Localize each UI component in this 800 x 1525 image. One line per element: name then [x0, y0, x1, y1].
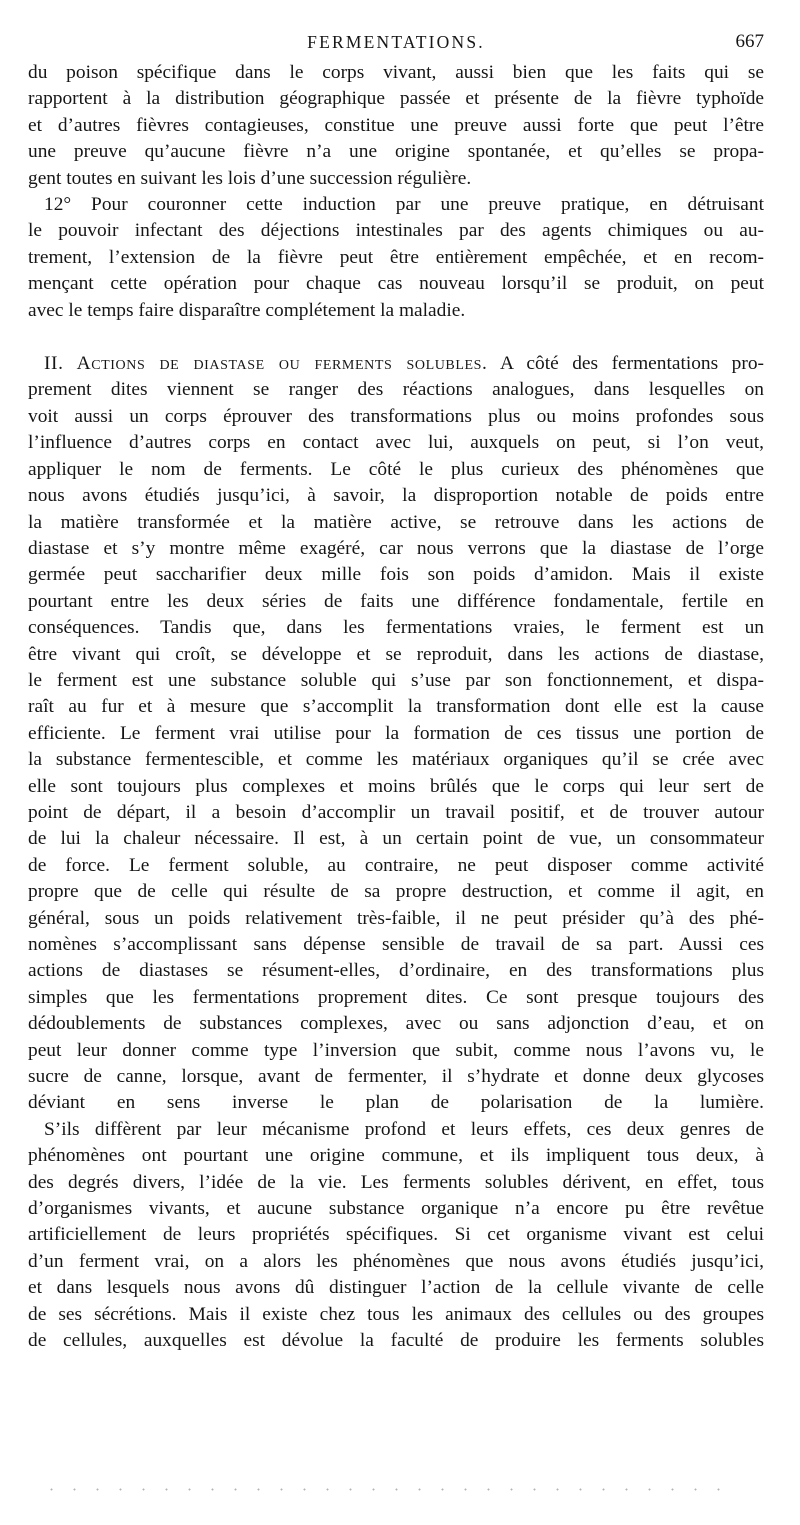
- text-line: et d’autres fièvres contagieuses, constitue une preuve aussi forte que peut l’être: [28, 114, 764, 136]
- text-line: prement dites viennent se ranger des réactions analogues, dans lesquelles on: [28, 379, 764, 401]
- text-line: des degrés divers, l’idée de la vie. Les ferments solubles dérivent, en effet, tous: [28, 1171, 764, 1193]
- text-line-with-heading: [28, 351, 764, 377]
- text-line: simples que les fermentations proprement dites. Ce sont presque toujours des: [28, 986, 764, 1008]
- text-line: mençant cette opération pour chaque cas nouveau lorsqu’il se produit, on peut: [28, 273, 764, 295]
- body-text: [28, 60, 764, 1355]
- paragraph-2: [28, 192, 764, 324]
- text-line: 12° Pour couronner cette induction par une preuve pratique, en détruisant: [44, 194, 764, 216]
- text-line: de ses sécrétions. Mais il existe chez tous les animaux des cellules ou des groupes: [28, 1303, 764, 1325]
- text-line: avec le temps faire disparaître complétement la maladie.: [28, 299, 466, 321]
- section-heading: II. Actions de diastase ou ferments solubles.: [44, 353, 488, 375]
- text-line: efficiente. Le ferment vrai utilise pour la formation de ces tissus une portion de: [28, 722, 764, 744]
- text-line: appliquer le nom de ferments. Le côté le plus curieux des phénomènes que: [28, 458, 764, 480]
- text-line: diastase et s’y montre même exagéré, car nous verrons que la diastase de l’orge: [28, 537, 764, 559]
- text-line: une preuve qu’aucune fièvre n’a une origine spontanée, et qu’elles se propa-: [28, 141, 764, 163]
- paragraph-4: [28, 1117, 764, 1355]
- text-line: nous avons étudiés jusqu’ici, à savoir, la disproportion notable de poids entre: [28, 485, 764, 507]
- book-page: [28, 0, 764, 1525]
- text-line: sucre de canne, lorsque, avant de fermenter, il s’hydrate et donne deux glycoses: [28, 1066, 764, 1088]
- text-line: et dans lesquels nous avons dû distinguer l’action de la cellule vivante de celle: [28, 1277, 764, 1299]
- text-line: elle sont toujours plus complexes et moins brûlés que le corps qui leur sert de: [28, 775, 764, 797]
- section-gap: [28, 324, 764, 351]
- text-line: nomènes s’accomplissant sans dépense sensible de travail de sa part. Aussi ces: [28, 934, 764, 955]
- text-line: point de départ, il a besoin d’accomplir un travail positif, et de trouver autour: [28, 801, 764, 823]
- text-line: germée peut saccharifier deux mille fois son poids d’amidon. Mais il existe: [28, 564, 764, 586]
- text-line: phénomènes ont pourtant une origine commune, et ils impliquent tous deux, à: [28, 1145, 764, 1167]
- text-line: S’ils diffèrent par leur mécanisme profond et leurs effets, ces deux genres de: [44, 1118, 764, 1140]
- paragraph-3: [28, 351, 764, 1117]
- text-line: trement, l’extension de la fièvre peut être entièrement empêchée, et en recom-: [28, 246, 764, 268]
- paragraph-1: [28, 60, 764, 192]
- text-line: le pouvoir infectant des déjections intestinales par des agents chimiques ou au-: [28, 220, 764, 242]
- faint-bleed-through-marks: [40, 1488, 740, 1491]
- text-line: être vivant qui croît, se développe et se reproduit, dans les actions de diastase,: [28, 643, 764, 665]
- text-line: de lui la chaleur nécessaire. Il est, à un certain point de vue, un consommateur: [28, 828, 764, 850]
- text-line: conséquences. Tandis que, dans les fermentations vraies, le ferment est un: [28, 617, 764, 639]
- text-line: dédoublements de substances complexes, avec ou sans adjonction d’eau, et on: [28, 1013, 764, 1035]
- text-line: l’influence d’autres corps en contact avec lui, auxquels on peut, si l’on veut,: [28, 432, 764, 454]
- text-line: de force. Le ferment soluble, au contraire, ne peut disposer comme activité: [28, 854, 764, 876]
- text-line: voit aussi un corps éprouver des transformations plus ou moins profondes sous: [28, 405, 764, 427]
- text-line: pourtant entre les deux séries de faits une différence fondamentale, fertile en: [28, 590, 764, 612]
- running-head: [28, 0, 764, 60]
- text-line: rapportent à la distribution géographique passée et présente de la fièvre typhoïde: [28, 88, 764, 110]
- text-line: le ferment est une substance soluble qui s’use par son fonctionnement, et dispa-: [28, 669, 764, 691]
- text-line: la matière transformée et la matière active, se retrouve dans les actions de: [28, 511, 764, 533]
- text-line: raît au fur et à mesure que s’accomplit la transformation dont elle est la cause: [28, 696, 764, 718]
- text-line: déviant en sens inverse le plan de polarisation de la lumière.: [28, 1092, 764, 1114]
- text-line: d’organismes vivants, et aucune substance organique n’a encore pu être revêtue: [28, 1198, 764, 1220]
- text-line: actions de diastases se résument-elles, d’ordinaire, en des transformations plus: [28, 960, 764, 982]
- page-number: 667: [735, 31, 764, 52]
- text-line: de cellules, auxquelles est dévolue la faculté de produire les ferments solubles: [28, 1330, 764, 1352]
- text-line: général, sous un poids relativement très-faible, il ne peut présider qu’à des phé-: [28, 907, 764, 929]
- text-line: d’un ferment vrai, on a alors les phénomènes que nous avons étudiés jusqu’ici,: [28, 1250, 764, 1272]
- text-line: A côté des fermentations pro-: [487, 353, 764, 375]
- text-line: propre que de celle qui résulte de sa propre destruction, et comme il agit, en: [28, 881, 764, 903]
- text-line: la substance fermentescible, et comme les matériaux organiques qu’il se crée avec: [28, 749, 764, 771]
- text-line: artificiellement de leurs propriétés spécifiques. Si cet organisme vivant est celui: [28, 1224, 764, 1246]
- text-line: du poison spécifique dans le corps vivant, aussi bien que les faits qui se: [28, 62, 764, 83]
- running-title: FERMENTATIONS.: [307, 32, 485, 52]
- text-line: gent toutes en suivant les lois d’une succession régulière.: [28, 167, 472, 189]
- text-line: peut leur donner comme type l’inversion que subit, comme nous l’avons vu, le: [28, 1039, 764, 1061]
